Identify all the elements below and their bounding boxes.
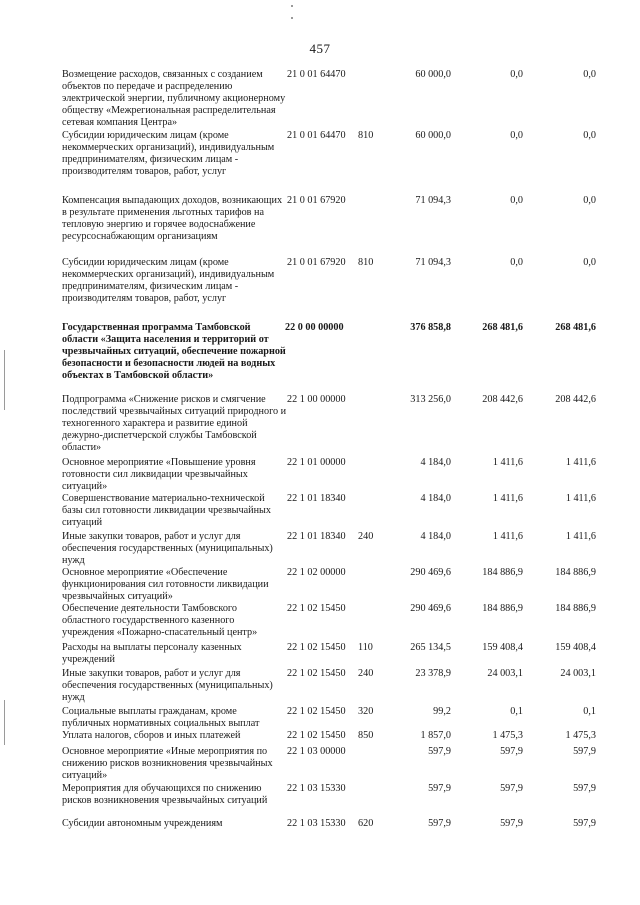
row-value-2: 184 886,9 xyxy=(482,603,523,614)
row-value-3: 1 411,6 xyxy=(565,493,596,504)
row-code: 22 1 01 18340 xyxy=(287,493,346,504)
row-value-3: 1 411,6 xyxy=(565,531,596,542)
row-value-1: 265 134,5 xyxy=(410,642,451,653)
row-value-3: 597,9 xyxy=(573,818,596,829)
row-value-1: 60 000,0 xyxy=(415,69,451,80)
row-value-2: 597,9 xyxy=(500,746,523,757)
row-name: Социальные выплаты гражданам, кроме публичных нормативных социальных выплат xyxy=(62,706,260,729)
row-code: 22 0 00 00000 xyxy=(285,322,344,333)
row-value-3: 268 481,6 xyxy=(555,322,596,333)
row-name: Субсидии юридическим лицам (кроме некоммерческих организаций), индивидуальным предпринимателям, физическим лицам - производителям товаров, работ, услуг xyxy=(62,130,275,177)
row-value-2: 0,0 xyxy=(510,130,523,141)
row-name: Основное мероприятие «Иные мероприятия по снижению рисков возникновения чрезвычайных ситуаций» xyxy=(62,746,273,781)
scan-edge-mark xyxy=(4,700,5,745)
row-name: Обеспечение деятельности Тамбовского областного государственного казенного учреждения «Пожарно-спасательный центр» xyxy=(62,603,258,638)
row-name: Государственная программа Тамбовской области «Защита населения и территорий от чрезвычайных ситуаций, обеспечение пожарной безопасности и безопасности людей на водных объектах в Тамбовской области» xyxy=(62,322,286,381)
row-value-1: 4 184,0 xyxy=(420,457,451,468)
row-expense-type: 110 xyxy=(358,642,373,653)
scan-dot xyxy=(291,17,293,19)
scan-edge-mark xyxy=(4,350,5,410)
row-value-1: 23 378,9 xyxy=(415,668,451,679)
row-value-1: 290 469,6 xyxy=(410,567,451,578)
row-name: Основное мероприятие «Повышение уровня готовности сил ликвидации чрезвычайных ситуаций» xyxy=(62,457,256,492)
row-code: 22 1 01 00000 xyxy=(287,457,346,468)
row-value-2: 0,0 xyxy=(510,195,523,206)
row-code: 21 0 01 64470 xyxy=(287,130,346,141)
row-value-2: 184 886,9 xyxy=(482,567,523,578)
row-value-2: 0,0 xyxy=(510,257,523,268)
row-value-1: 4 184,0 xyxy=(420,493,451,504)
row-code: 22 1 01 18340 xyxy=(287,531,346,542)
row-value-1: 71 094,3 xyxy=(415,257,451,268)
scan-dot xyxy=(291,5,293,7)
row-name: Субсидии автономным учреждениям xyxy=(62,818,223,829)
row-value-2: 0,0 xyxy=(510,69,523,80)
row-value-2: 1 411,6 xyxy=(492,493,523,504)
row-value-3: 0,1 xyxy=(583,706,596,717)
row-value-2: 1 411,6 xyxy=(492,531,523,542)
row-expense-type: 810 xyxy=(358,130,374,141)
row-code: 22 1 03 15330 xyxy=(287,783,346,794)
row-expense-type: 850 xyxy=(358,730,374,741)
row-value-2: 208 442,6 xyxy=(482,394,523,405)
row-name: Субсидии юридическим лицам (кроме некоммерческих организаций), индивидуальным предпринимателям, физическим лицам - производителям товаров, работ, услуг xyxy=(62,257,275,304)
row-value-3: 208 442,6 xyxy=(555,394,596,405)
row-expense-type: 320 xyxy=(358,706,374,717)
row-value-3: 597,9 xyxy=(573,783,596,794)
row-value-1: 1 857,0 xyxy=(420,730,451,741)
row-code: 21 0 01 64470 xyxy=(287,69,346,80)
row-value-1: 99,2 xyxy=(433,706,451,717)
row-code: 22 1 03 00000 xyxy=(287,746,346,757)
row-name: Иные закупки товаров, работ и услуг для обеспечения государственных (муниципальных) нужд xyxy=(62,668,273,703)
row-value-1: 376 858,8 xyxy=(410,322,451,333)
row-code: 22 1 02 15450 xyxy=(287,668,346,679)
row-name: Иные закупки товаров, работ и услуг для обеспечения государственных (муниципальных) нужд xyxy=(62,531,273,566)
row-name: Подпрограмма «Снижение рисков и смягчение последствий чрезвычайных ситуаций природного и техногенного характера и развитие единой дежурно-диспетчерской службы Тамбовской области» xyxy=(62,394,287,453)
row-code: 22 1 03 15330 xyxy=(287,818,346,829)
row-value-2: 1 475,3 xyxy=(492,730,523,741)
row-value-1: 71 094,3 xyxy=(415,195,451,206)
page-number: 457 xyxy=(309,41,331,56)
row-code: 22 1 00 00000 xyxy=(287,394,346,405)
row-name: Совершенствование материально-технической базы сил готовности ликвидации чрезвычайных ситуаций xyxy=(62,493,271,528)
row-value-3: 184 886,9 xyxy=(555,567,596,578)
row-code: 22 1 02 00000 xyxy=(287,567,346,578)
row-value-3: 0,0 xyxy=(583,257,596,268)
row-expense-type: 240 xyxy=(358,668,374,679)
row-value-2: 597,9 xyxy=(500,783,523,794)
row-name: Компенсация выпадающих доходов, возникающих в результате применения льготных тарифов на тепловую энергию и горячее водоснабжение ресурсоснабжающим организациям xyxy=(62,195,283,242)
row-value-3: 1 411,6 xyxy=(565,457,596,468)
row-code: 21 0 01 67920 xyxy=(287,257,346,268)
row-value-3: 0,0 xyxy=(583,69,596,80)
row-value-2: 24 003,1 xyxy=(487,668,523,679)
row-value-3: 159 408,4 xyxy=(555,642,596,653)
row-code: 22 1 02 15450 xyxy=(287,730,346,741)
row-value-3: 597,9 xyxy=(573,746,596,757)
row-value-1: 313 256,0 xyxy=(410,394,451,405)
row-value-3: 184 886,9 xyxy=(555,603,596,614)
row-value-3: 1 475,3 xyxy=(565,730,596,741)
row-value-2: 1 411,6 xyxy=(492,457,523,468)
row-value-1: 597,9 xyxy=(428,818,451,829)
row-value-2: 597,9 xyxy=(500,818,523,829)
row-expense-type: 810 xyxy=(358,257,374,268)
row-name: Основное мероприятие «Обеспечение функционирования сил готовности ликвидации чрезвычайных ситуаций» xyxy=(62,567,269,602)
row-value-1: 60 000,0 xyxy=(415,130,451,141)
row-value-3: 0,0 xyxy=(583,130,596,141)
row-expense-type: 240 xyxy=(358,531,374,542)
row-name: Возмещение расходов, связанных с созданием объектов по передаче и распределению электрической энергии, публичному акционерному обществу «Межрегиональная распределительная сетевая компания Центра» xyxy=(62,69,286,128)
row-name: Уплата налогов, сборов и иных платежей xyxy=(62,730,241,741)
row-value-3: 0,0 xyxy=(583,195,596,206)
row-value-2: 0,1 xyxy=(510,706,523,717)
row-value-1: 597,9 xyxy=(428,746,451,757)
row-code: 21 0 01 67920 xyxy=(287,195,346,206)
row-name: Расходы на выплаты персоналу казенных учреждений xyxy=(62,642,242,665)
row-code: 22 1 02 15450 xyxy=(287,706,346,717)
row-value-2: 268 481,6 xyxy=(482,322,523,333)
row-name: Мероприятия для обучающихся по снижению рисков возникновения чрезвычайных ситуаций xyxy=(62,783,268,806)
row-value-2: 159 408,4 xyxy=(482,642,523,653)
row-value-1: 290 469,6 xyxy=(410,603,451,614)
row-code: 22 1 02 15450 xyxy=(287,603,346,614)
row-code: 22 1 02 15450 xyxy=(287,642,346,653)
row-value-1: 597,9 xyxy=(428,783,451,794)
row-expense-type: 620 xyxy=(358,818,374,829)
row-value-1: 4 184,0 xyxy=(420,531,451,542)
row-value-3: 24 003,1 xyxy=(560,668,596,679)
